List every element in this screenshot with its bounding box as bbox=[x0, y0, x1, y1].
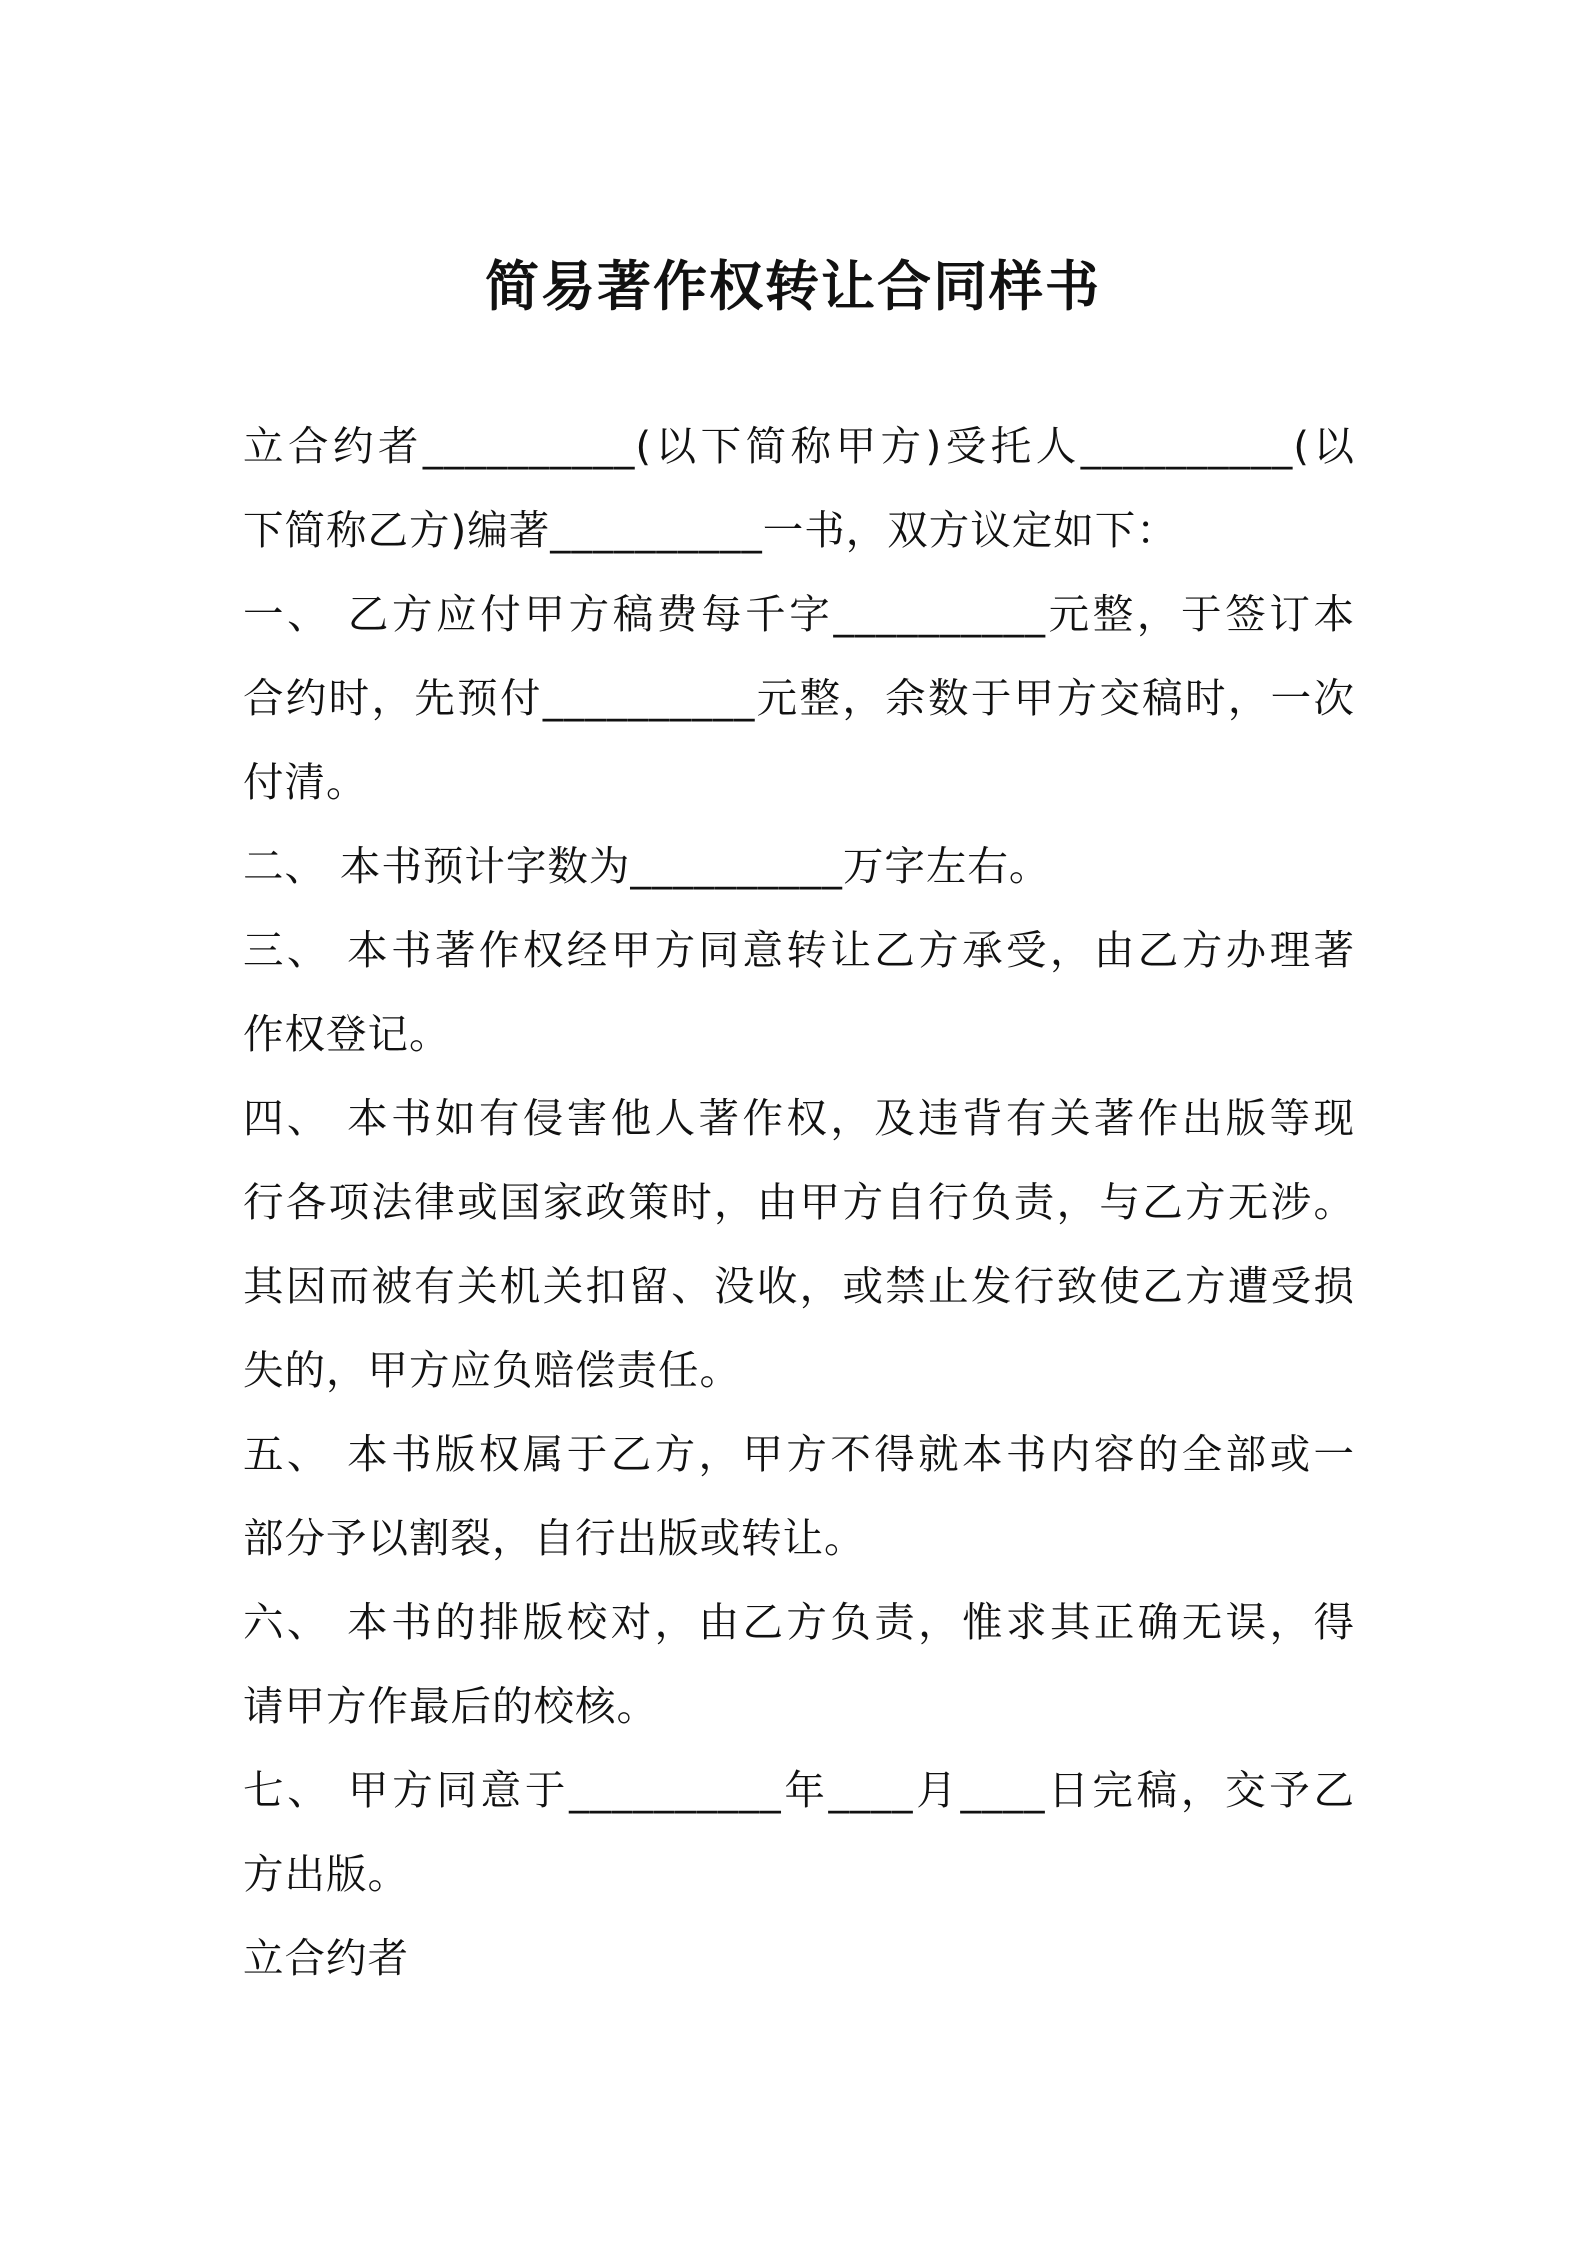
text-line-clause-5-end: 部分予以割裂，自行出版或转让。 bbox=[243, 1514, 866, 1562]
text-line-clause-3: 三、 本书著作权经甲方同意转让乙方承受，由乙方办理著 bbox=[243, 926, 1355, 974]
signature-label: 立合约者 bbox=[243, 1934, 409, 1982]
text-line-clause-1-end: 付清。 bbox=[243, 758, 368, 806]
document-title: 简易著作权转让合同样书 bbox=[485, 255, 1101, 318]
text-line-clause-5: 五、 本书版权属于乙方，甲方不得就本书内容的全部或一 bbox=[243, 1430, 1355, 1478]
text-line-intro-2: 下简称乙方)编著__________一书，双方议定如下： bbox=[243, 506, 1178, 554]
text-line-clause-3-end: 作权登记。 bbox=[243, 1010, 451, 1058]
text-line-clause-4-end: 失的，甲方应负赔偿责任。 bbox=[243, 1346, 741, 1394]
text-line-clause-7-end: 方出版。 bbox=[243, 1850, 409, 1898]
text-line-intro-1: 立合约者__________(以下简称甲方)受托人__________(以 bbox=[243, 422, 1355, 470]
text-line-clause-2: 二、 本书预计字数为__________万字左右。 bbox=[243, 842, 1051, 890]
text-line-clause-4-cont-2: 其因而被有关机关扣留、没收，或禁止发行致使乙方遭受损 bbox=[243, 1262, 1355, 1310]
text-line-clause-6-end: 请甲方作最后的校核。 bbox=[243, 1682, 658, 1730]
text-line-clause-4-cont-1: 行各项法律或国家政策时，由甲方自行负责，与乙方无涉。 bbox=[243, 1178, 1355, 1226]
text-line-clause-4: 四、 本书如有侵害他人著作权，及违背有关著作出版等现 bbox=[243, 1094, 1355, 1142]
text-line-clause-1-cont: 合约时，先预付__________元整，余数于甲方交稿时，一次 bbox=[243, 674, 1355, 722]
text-line-clause-6: 六、 本书的排版校对，由乙方负责，惟求其正确无误，得 bbox=[243, 1598, 1355, 1646]
text-line-clause-1: 一、 乙方应付甲方稿费每千字__________元整，于签订本 bbox=[243, 590, 1355, 638]
contract-body bbox=[243, 404, 1355, 2000]
text-line-clause-7: 七、 甲方同意于__________年____月____日完稿，交予乙 bbox=[243, 1766, 1355, 1814]
